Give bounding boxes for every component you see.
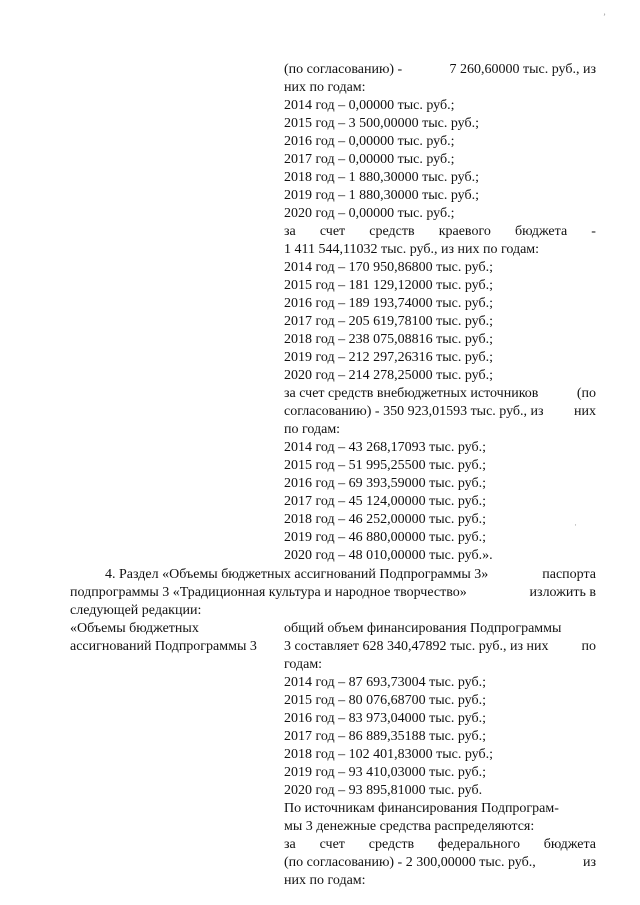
text-fragment: согласованию) - 350 923,01593 тыс. руб., из	[284, 404, 544, 419]
year-line: 2020 год – 214 278,25000 тыс. руб.;	[284, 368, 493, 383]
text-fragment: счет	[319, 837, 345, 852]
year-line: 2020 год – 0,00000 тыс. руб.;	[284, 206, 455, 221]
year-line: 2018 год – 102 401,83000 тыс. руб.;	[284, 747, 493, 762]
text-fragment: за счет средств внебюджетных источников	[284, 386, 539, 401]
year-line: 2019 год – 1 880,30000 тыс. руб.;	[284, 188, 479, 203]
year-line: 2020 год – 93 895,81000 тыс. руб.	[284, 783, 483, 798]
year-line: 2019 год – 93 410,03000 тыс. руб.;	[284, 765, 486, 780]
year-line: 2015 год – 3 500,00000 тыс. руб.;	[284, 116, 479, 131]
year-line: 2014 год – 87 693,73004 тыс. руб.;	[284, 675, 486, 690]
text-fragment: (по согласованию) -	[284, 62, 403, 77]
year-line: 2014 год – 43 268,17093 тыс. руб.;	[284, 440, 486, 455]
text-fragment: по	[581, 639, 596, 654]
year-line: 2018 год – 1 880,30000 тыс. руб.;	[284, 170, 479, 185]
scan-mark-top: ʼ	[603, 12, 606, 22]
year-line: 2016 год – 83 973,04000 тыс. руб.;	[284, 711, 486, 726]
year-line: 2017 год – 45 124,00000 тыс. руб.;	[284, 494, 486, 509]
text-fragment: федерального	[437, 837, 520, 852]
paragraph-line	[70, 584, 596, 601]
text-fragment: -	[591, 224, 596, 239]
text-fragment: подпрограммы 3 «Традиционная культура и народное творчество»	[70, 585, 467, 600]
text-fragment: за	[284, 224, 296, 239]
year-line: 2014 год – 170 950,86800 тыс. руб.;	[284, 260, 493, 275]
year-line: 2017 год – 86 889,35188 тыс. руб.;	[284, 729, 486, 744]
text-fragment: счет	[319, 224, 346, 239]
year-line: 2017 год – 0,00000 тыс. руб.;	[284, 152, 455, 167]
text-line	[284, 836, 596, 853]
text-line: них по годам:	[284, 873, 366, 888]
scan-mark-middle: ·	[574, 520, 577, 530]
text-line	[284, 854, 596, 871]
text-fragment: 7 260,60000 тыс. руб., из	[449, 62, 596, 77]
text-line: них по годам:	[284, 80, 366, 95]
year-line: 2015 год – 51 995,25500 тыс. руб.;	[284, 458, 486, 473]
table-left-label: ассигнований Подпрограммы 3	[70, 639, 257, 654]
text-line	[284, 638, 596, 655]
year-line: 2018 год – 46 252,00000 тыс. руб.;	[284, 512, 486, 527]
text-fragment: паспорта	[542, 567, 596, 582]
text-fragment: из	[582, 855, 596, 870]
paragraph-line	[105, 566, 596, 583]
text-line: 1 411 544,11032 тыс. руб., из них по годам:	[284, 242, 540, 257]
text-fragment: них	[574, 404, 596, 419]
text-line: годам:	[284, 657, 323, 672]
text-line: общий объем финансирования Подпрограммы	[284, 621, 562, 636]
year-line: 2020 год – 48 010,00000 тыс. руб.».	[284, 548, 493, 563]
text-line: По источникам финансирования Подпрограм-	[284, 801, 559, 816]
text-fragment: бюджета	[514, 224, 568, 239]
text-fragment: 3 составляет 628 340,47892 тыс. руб., из них	[284, 639, 549, 654]
text-fragment: средств	[368, 837, 415, 852]
text-fragment: за	[284, 837, 296, 852]
text-line	[284, 385, 596, 402]
text-line: по годам:	[284, 422, 341, 437]
text-fragment: средств	[369, 224, 415, 239]
year-line: 2017 год – 205 619,78100 тыс. руб.;	[284, 314, 493, 329]
text-fragment: изложить в	[529, 585, 596, 600]
year-line: 2015 год – 181 129,12000 тыс. руб.;	[284, 278, 493, 293]
year-line: 2019 год – 46 880,00000 тыс. руб.;	[284, 530, 486, 545]
text-fragment: краевого	[438, 224, 491, 239]
table-left-label: «Объемы бюджетных	[70, 621, 199, 636]
year-line: 2016 год – 69 393,59000 тыс. руб.;	[284, 476, 486, 491]
text-fragment: (по	[576, 386, 596, 401]
text-line	[284, 61, 596, 78]
year-line: 2014 год – 0,00000 тыс. руб.;	[284, 98, 455, 113]
text-fragment: (по согласованию) - 2 300,00000 тыс. руб.,	[284, 855, 536, 870]
text-line: мы 3 денежные средства распределяются:	[284, 819, 535, 834]
year-line: 2018 год – 238 075,08816 тыс. руб.;	[284, 332, 493, 347]
year-line: 2016 год – 189 193,74000 тыс. руб.;	[284, 296, 493, 311]
text-line	[284, 223, 596, 240]
year-line: 2019 год – 212 297,26316 тыс. руб.;	[284, 350, 493, 365]
text-line	[284, 403, 596, 420]
paragraph-line: следующей редакции:	[70, 603, 202, 618]
year-line: 2015 год – 80 076,68700 тыс. руб.;	[284, 693, 486, 708]
text-fragment: бюджета	[543, 837, 596, 852]
year-line: 2016 год – 0,00000 тыс. руб.;	[284, 134, 455, 149]
text-fragment: 4. Раздел «Объемы бюджетных ассигнований Подпрограммы 3»	[105, 567, 489, 582]
